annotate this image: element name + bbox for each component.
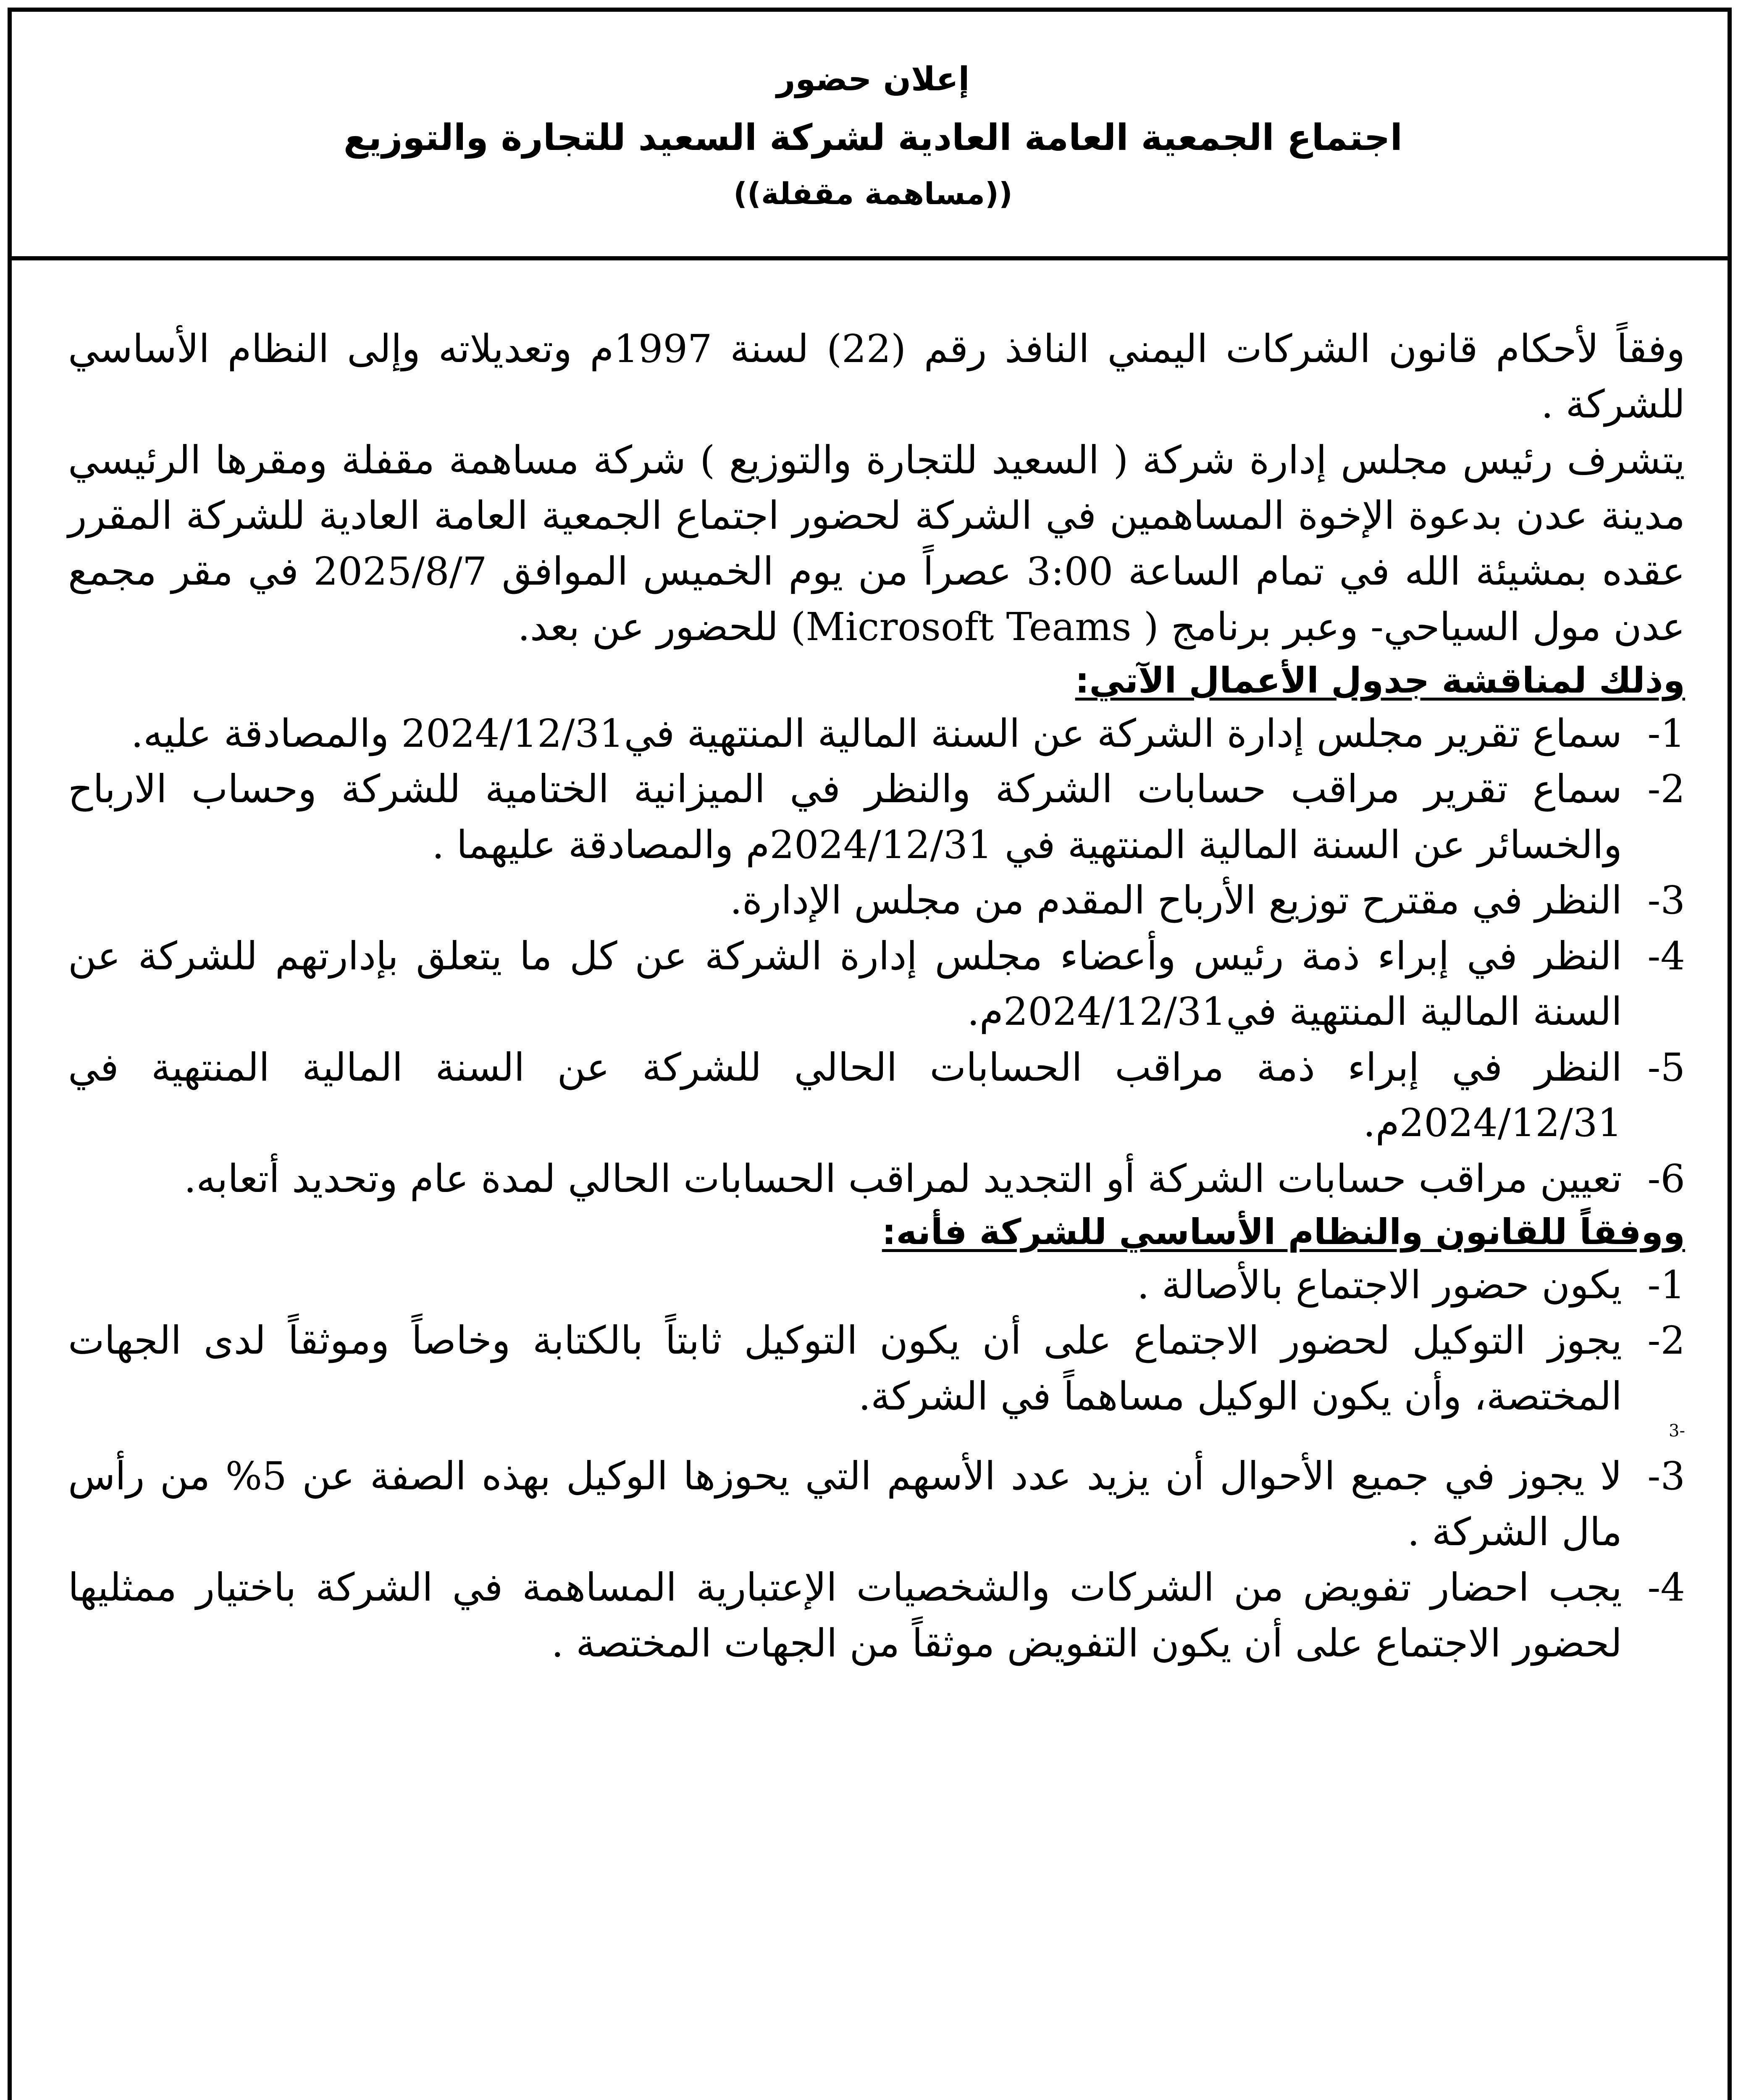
rule-item-3 <box>68 1421 1685 1560</box>
meeting-title: اجتماع الجمعية العامة العادية لشركة السعيد للتجارة والتوزيع <box>343 117 1403 159</box>
rule-item-text: يجب احضار تفويض من الشركات والشخصيات الإعتبارية المساهمة في الشركة باختيار ممثليها لحضور الاجتماع على أن يكون التفويض موثقاً من الجهات المختصة . <box>68 1565 1623 1666</box>
rule-item-number: -2 <box>1647 1318 1685 1363</box>
announcement-title: إعلان حضور <box>776 60 970 98</box>
agenda-item-text: النظر في إبراء ذمة رئيس وأعضاء مجلس إدارة الشركة عن كل ما يتعلق بإدارتهم للشركة عن السنة المالية المنتهية في2024/12/31م. <box>68 933 1622 1034</box>
invitation-paragraph: يتشرف رئيس مجلس إدارة شركة ( السعيد للتجارة والتوزيع ) شركة مساهمة مقفلة ومقرها الرئيسي مدينة عدن بدعوة الإخوة المساهمين في الشركة لحضور اجتماع الجمعية العامة العادية للشركة المقرر عقده بمشيئة الله في تمام الساعة 3:00 عصراً من يوم الخميس الموافق 2025/8/7 في مقر مجمع عدن مول السياحي- وعبر برنامج ( Microsoft Teams) للحضور عن بعد. <box>68 437 1685 650</box>
agenda-item-number: -5 <box>1647 1045 1685 1090</box>
agenda-item-number: -2 <box>1647 766 1685 812</box>
rule-item-text: يكون حضور الاجتماع بالأصالة . <box>1137 1262 1622 1307</box>
rules-heading: ووفقاً للقانون والنظام الأساسي للشركة فأنه: <box>882 1211 1685 1252</box>
marginal-note: -3 <box>1669 1421 1685 1441</box>
agenda-item-number: -3 <box>1647 878 1685 923</box>
rule-item-text: يجوز التوكيل لحضور الاجتماع على أن يكون التوكيل ثابتاً بالكتابة وخاصاً وموثقاً لدى الجهات المختصة، وأن يكون الوكيل مساهماً في الشركة. <box>68 1318 1622 1419</box>
agenda-item-text: تعيين مراقب حسابات الشركة أو التجديد لمراقب الحسابات الحالي لمدة عام وتحديد أتعابه. <box>184 1156 1622 1201</box>
agenda-item-number: -4 <box>1647 933 1685 979</box>
agenda-item-2 <box>68 761 1685 873</box>
agenda-item-5 <box>68 1040 1685 1151</box>
rule-item-number: -4 <box>1647 1565 1685 1610</box>
agenda-item-number: -6 <box>1647 1156 1685 1201</box>
notice-body <box>68 321 1685 1671</box>
agenda-item-1 <box>68 706 1685 761</box>
rule-item-number: -3 <box>1647 1454 1685 1499</box>
rules-list <box>68 1257 1685 1671</box>
agenda-list <box>68 706 1685 1207</box>
rule-item-2 <box>68 1313 1685 1424</box>
agenda-item-3 <box>68 873 1685 928</box>
rule-item-number: -1 <box>1647 1262 1685 1307</box>
agenda-item-text: سماع تقرير مراقب حسابات الشركة والنظر في الميزانية الختامية للشركة وحساب الارباح والخسائر عن السنة المالية المنتهية في 2024/12/31م والمصادقة عليهما . <box>68 766 1622 867</box>
rule-item-4 <box>68 1560 1685 1671</box>
agenda-item-text: سماع تقرير مجلس إدارة الشركة عن السنة المالية المنتهية في2024/12/31 والمصادقة عليه. <box>131 711 1622 756</box>
agenda-item-4 <box>68 929 1685 1040</box>
agenda-heading: وذلك لمناقشة جدول الأعمال الآتي: <box>1075 659 1685 701</box>
rule-item-1 <box>68 1257 1685 1313</box>
agenda-item-6 <box>68 1151 1685 1207</box>
rule-item-text: لا يجوز في جميع الأحوال أن يزيد عدد الأسهم التي يحوزها الوكيل بهذه الصفة عن 5% من رأس مال الشركة . <box>68 1454 1622 1554</box>
legal-basis-paragraph: وفقاً لأحكام قانون الشركات اليمني النافذ رقم (22) لسنة 1997م وتعديلاته وإلى النظام الأساسي للشركة . <box>68 326 1685 427</box>
company-type: ((مساهمة مقفلة)) <box>733 176 1013 211</box>
agenda-item-text: النظر في مقترح توزيع الأرباح المقدم من مجلس الإدارة. <box>730 878 1622 923</box>
agenda-item-number: -1 <box>1647 711 1685 756</box>
agenda-item-text: النظر في إبراء ذمة مراقب الحسابات الحالي للشركة عن السنة المالية المنتهية في 2024/12/31م. <box>68 1045 1622 1146</box>
